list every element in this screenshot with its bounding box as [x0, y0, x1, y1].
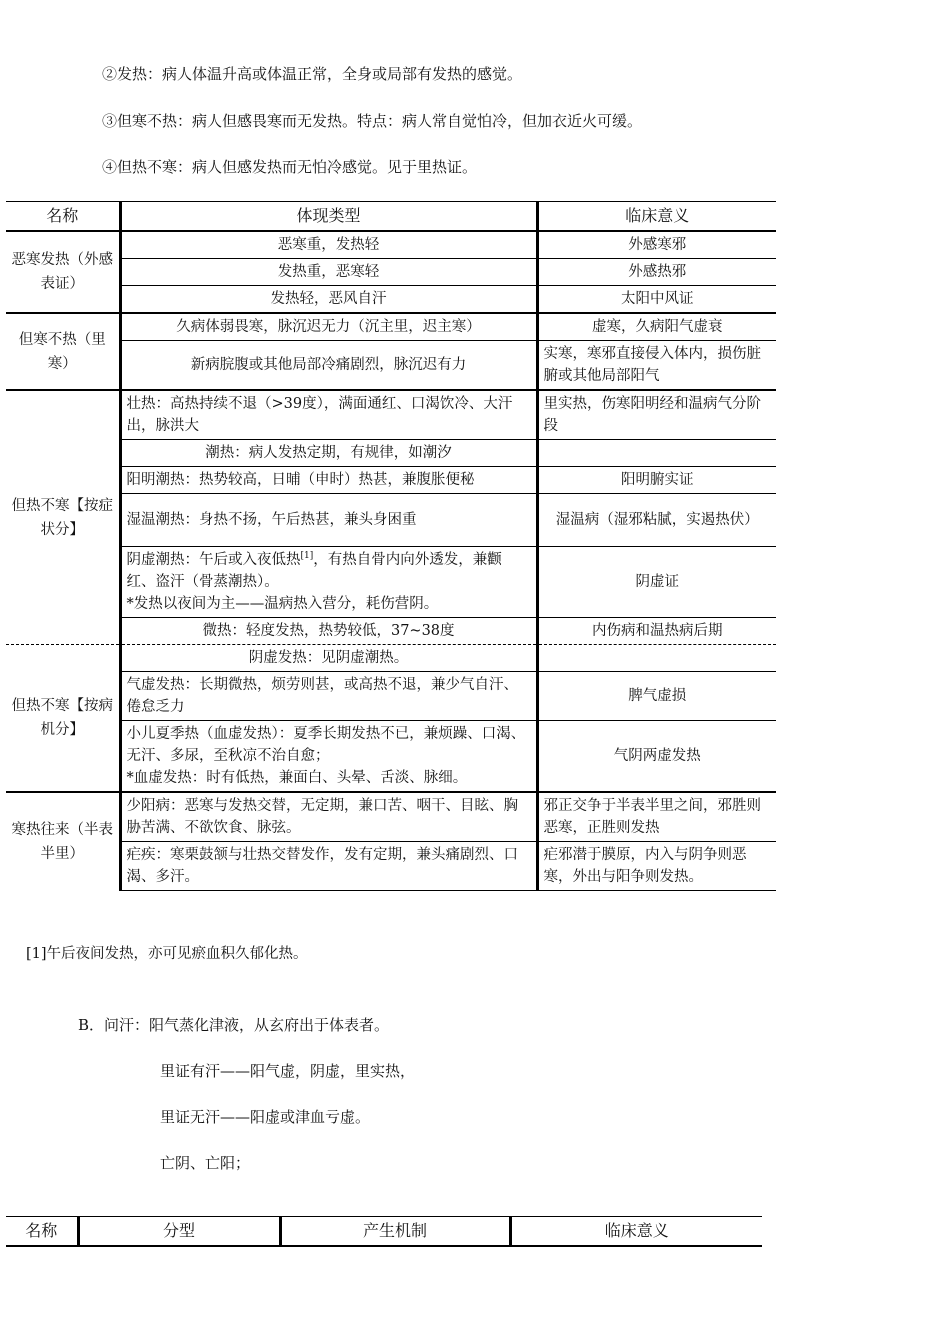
sweat-line: 里证有汗——阳气虚，阴虚，里实热，	[160, 1062, 416, 1080]
header-meaning: 临床意义	[537, 202, 776, 232]
meaning-cell: 太阳中风证	[537, 286, 776, 314]
table-row	[6, 672, 776, 721]
meaning-cell: 外感寒邪	[628, 237, 687, 253]
table-row	[6, 842, 776, 891]
table-row	[6, 313, 776, 341]
table-row	[6, 390, 776, 440]
group-name-heat-symptom: 但热不寒【按症状分】	[6, 390, 120, 645]
meaning-cell	[537, 440, 776, 467]
type-note: *血虚发热：时有低热，兼面白、头晕、舌淡、脉细。	[126, 770, 468, 786]
group-name-alternating: 寒热往来（半表半里）	[6, 792, 120, 891]
meaning-cell: 外感热邪	[537, 259, 776, 286]
meaning-cell: 脾气虚损	[537, 672, 776, 721]
type-text: 阴虚潮热：午后或入夜低热	[126, 552, 301, 568]
table-row	[6, 467, 776, 494]
meaning-cell: 阴虚证	[537, 547, 776, 618]
sweat-table	[6, 1216, 762, 1247]
intro-line-heat-only: ④但热不寒：病人但感发热而无怕冷感觉。见于里热证。	[102, 158, 478, 176]
meaning-cell: 里实热，伤寒阳明经和温病气分阶段	[537, 390, 776, 440]
meaning-cell: 实寒，寒邪直接侵入体内，损伤脏腑或其他局部阳气	[537, 341, 776, 391]
table-row	[6, 618, 776, 645]
table-row	[6, 231, 776, 259]
intro-line-fever: ②发热：病人体温升高或体温正常，全身或局部有发热的感觉。	[102, 65, 523, 83]
group-name-exterior: 恶寒发热（外感表证）	[6, 231, 120, 313]
type-text: 小儿夏季热（血虚发热）：夏季长期发热不已，兼烦躁、口渴、无汗、多尿，至秋凉不治自愈；	[126, 726, 526, 764]
group-name-heat-mechanism: 但热不寒【按病机分】	[6, 645, 120, 793]
meaning-cell: 内伤病和温热病后期	[537, 618, 776, 645]
sweat-line: 亡阴、亡阳；	[160, 1154, 251, 1172]
sweat-line: 里证无汗——阳虚或津血亏虚。	[160, 1108, 371, 1126]
header-meaning: 临床意义	[510, 1217, 762, 1247]
type-cell: 壮热：高热持续不退（>39度），满面通红、口渴饮冷、大汗出，脉洪大	[120, 390, 537, 440]
type-cell: 新病脘腹或其他局部冷痛剧烈，脉沉迟有力	[120, 341, 537, 391]
table-row	[6, 792, 776, 842]
table-row	[6, 286, 776, 314]
meaning-cell: 疟邪潜于膜原，内入与阴争则恶寒，外出与阳争则发热。	[537, 842, 776, 891]
type-cell: 发热轻，恶风自汗	[120, 286, 537, 314]
meaning-cell: 湿温病（湿邪粘腻，实遏热伏）	[537, 494, 776, 547]
type-text-cont: ，有热自骨内向外透发，兼颧红、盗汗（骨蒸潮热）。	[126, 552, 502, 590]
intro-line-cold-only: ③但寒不热：病人但感畏寒而无发热。特点：病人常自觉怕冷，但加衣近火可缓。	[102, 112, 643, 130]
type-cell: 少阳病：恶寒与发热交替，无定期，兼口苦、咽干、目眩、胸胁苦满、不欲饮食、脉弦。	[120, 792, 537, 842]
footnote-ref[interactable]: [1]	[300, 551, 314, 562]
header-name: 名称	[6, 1217, 78, 1247]
table-row	[6, 645, 776, 672]
type-cell: 微热：轻度发热，热势较低，37~38度	[120, 618, 537, 645]
header-subtype: 分型	[78, 1217, 280, 1247]
header-name: 名称	[6, 202, 120, 232]
header-mechanism: 产生机制	[280, 1217, 510, 1247]
table-row	[6, 721, 776, 793]
meaning-cell: 气阴两虚发热	[537, 721, 776, 793]
type-cell: 阳明潮热：热势较高，日晡（申时）热甚，兼腹胀便秘	[120, 467, 537, 494]
type-cell: 久病体弱畏寒，脉沉迟无力（沉主里，迟主寒）	[120, 313, 537, 341]
type-cell: 阴虚发热：见阴虚潮热。	[120, 645, 537, 672]
meaning-cell: 邪正交争于半表半里之间，邪胜则恶寒，正胜则发热	[537, 792, 776, 842]
type-note: *发热以夜间为主——温病热入营分，耗伤营阴。	[126, 596, 439, 612]
type-cell: 发热重，恶寒轻	[120, 259, 537, 286]
footnote: [1]午后夜间发热，亦可见瘀血积久郁化热。	[26, 946, 308, 962]
header-type: 体现类型	[120, 202, 537, 232]
type-cell: 湿温潮热：身热不扬，午后热甚，兼头身困重	[120, 494, 537, 547]
type-cell	[120, 721, 537, 793]
table-row	[6, 494, 776, 547]
table-row	[6, 440, 776, 467]
table-row	[6, 259, 776, 286]
meaning-cell	[537, 645, 776, 672]
type-cell: 恶寒重，发热轻	[120, 231, 537, 259]
table-row	[6, 547, 776, 618]
table-row	[6, 341, 776, 391]
meaning-cell: 虚寒，久病阳气虚衰	[537, 313, 776, 341]
type-cell: 潮热：病人发热定期，有规律，如潮汐	[120, 440, 537, 467]
sweat-heading: B．问汗：阳气蒸化津液，从玄府出于体表者。	[78, 1016, 390, 1034]
type-cell: 气虚发热：长期微热，烦劳则甚，或高热不退，兼少气自汗、倦怠乏力	[120, 672, 537, 721]
fever-types-table	[6, 201, 776, 891]
type-cell	[120, 547, 537, 618]
group-name-interior-cold: 但寒不热（里寒）	[6, 313, 120, 390]
meaning-cell: 阳明腑实证	[537, 467, 776, 494]
type-cell: 疟疾：寒栗鼓颔与壮热交替发作，发有定期，兼头痛剧烈、口渴、多汗。	[120, 842, 537, 891]
